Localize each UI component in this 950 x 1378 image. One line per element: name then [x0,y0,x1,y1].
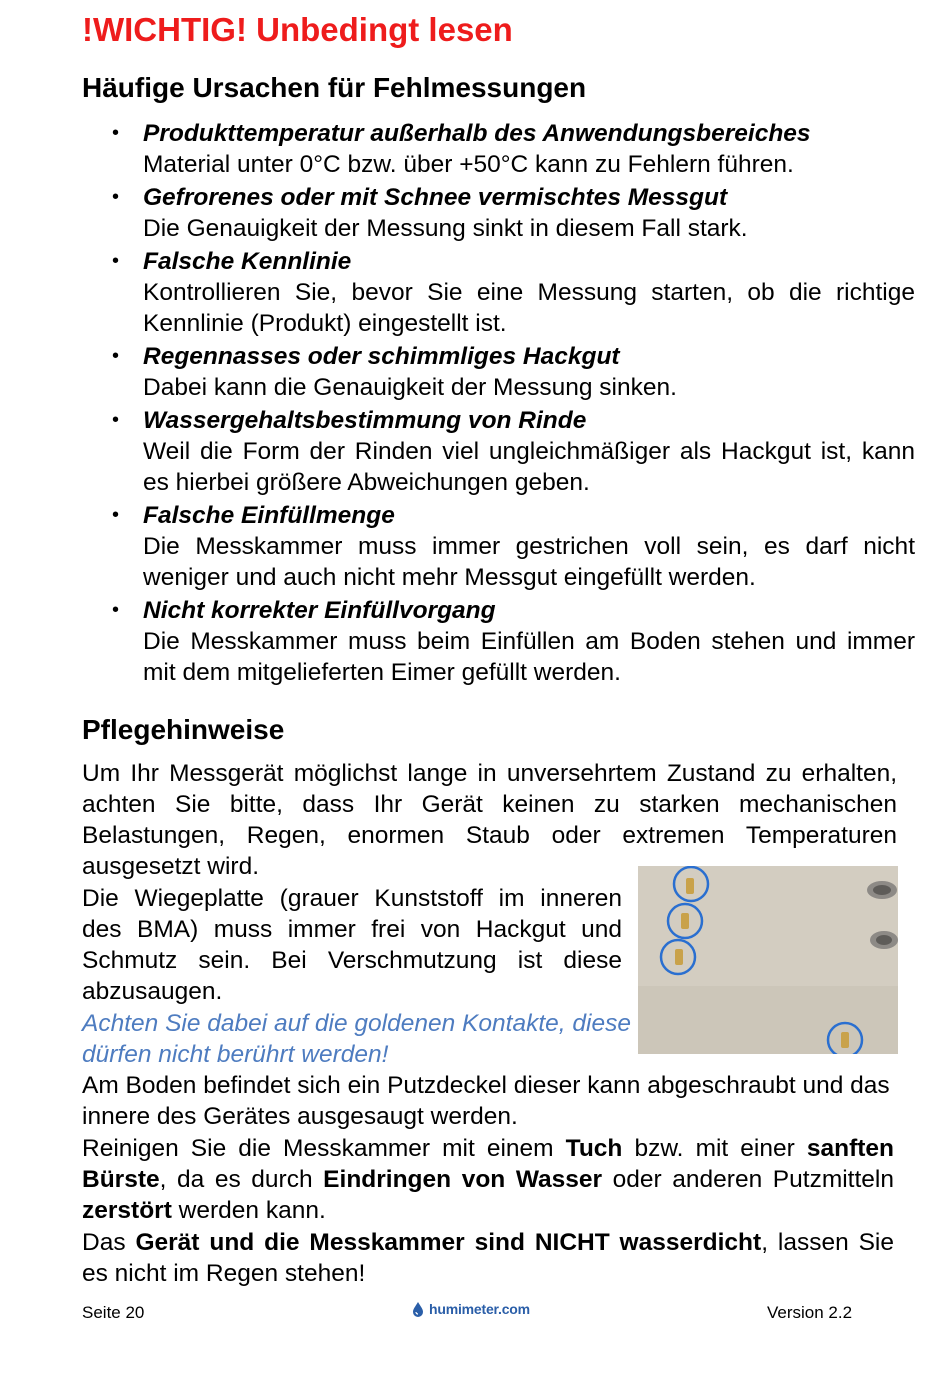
cause-title: Produkttemperatur außerhalb des Anwendungsbereiches [143,120,811,147]
bullet-icon: • [112,345,120,367]
emphasis-cloth: Tuch [565,1135,623,1162]
bullet-icon: • [112,250,120,272]
text-run: , lassen Sie es nicht im Regen stehen! [82,1229,894,1287]
brand-name: humimeter.com [429,1301,530,1317]
cause-title: Regennasses oder schimmliges Hackgut [143,343,620,370]
bullet-icon: • [112,122,120,144]
emphasis-not-waterproof: Gerät und die Messkammer sind NICHT wasserdicht [135,1229,762,1256]
droplet-icon [410,1301,426,1317]
list-item [110,500,920,593]
bullet-icon: • [112,599,120,621]
waterproof-warning-paragraph [82,1227,894,1289]
cause-title: Nicht korrekter Einfüllvorgang [143,597,496,624]
photo-illustration [638,866,898,1054]
cause-description: Dabei kann die Genauigkeit der Messung sinken. [143,374,677,401]
bullet-icon: • [112,186,120,208]
section-title-care: Pflegehinweise [82,714,285,745]
warning-title: !WICHTIG! Unbedingt lesen [82,11,513,48]
weighing-plate-photo [638,866,898,1054]
cause-title: Falsche Einfüllmenge [143,502,395,529]
screw-icon [870,931,898,949]
text-run: oder anderen Putzmitteln [602,1166,894,1193]
care-intro-paragraph: Um Ihr Messgerät möglichst lange in unversehrtem Zustand zu erhalten, achten Sie bitte, dass Ihr Gerät keinen zu starken mechanischen Belastungen, Regen, enormen Staub oder extremen Temperaturen ausgesetzt wird. [82,760,897,880]
cause-description: Kontrollieren Sie, bevor Sie eine Messung starten, ob die richtige Kennlinie (Produkt) eingestellt ist. [143,279,915,337]
cause-description: Die Genauigkeit der Messung sinkt in diesem Fall stark. [143,215,748,242]
cleaning-cover-paragraph: Am Boden befindet sich ein Putzdeckel dieser kann abgeschraubt und das innere des Gerätes ausgesaugt werden. [82,1072,890,1130]
gold-contacts-note: Achten Sie dabei auf die goldenen Kontakte, diese dürfen nicht berührt werden! [82,1010,631,1068]
page-number: Seite 20 [82,1303,145,1322]
error-causes-list [110,118,920,690]
text-run: Das [82,1229,136,1256]
text-run: Reinigen Sie die Messkammer mit einem [82,1135,566,1162]
emphasis-destroyed: zerstört [82,1197,172,1224]
cause-description: Die Messkammer muss beim Einfüllen am Boden stehen und immer mit dem mitgelieferten Eimer gefüllt werden. [143,628,915,686]
cause-description: Die Messkammer muss immer gestrichen voll sein, es darf nicht weniger und auch nicht mehr Messgut eingefüllt werden. [143,533,915,591]
list-item [110,118,920,180]
list-item [110,182,920,244]
list-item [110,405,920,498]
screw-icon [867,881,897,899]
bullet-icon: • [112,504,120,526]
humimeter-logo [410,1297,530,1321]
cause-description: Material unter 0°C bzw. über +50°C kann zu Fehlern führen. [143,151,794,178]
section-title-measurement-errors: Häufige Ursachen für Fehlmessungen [82,72,587,103]
list-item [110,341,920,403]
emphasis-water-ingress: Eindringen von Wasser [323,1166,603,1193]
weighing-plate-text: Die Wiegeplatte (grauer Kunststoff im inneren des BMA) muss immer frei von Hackgut und Schmutz sein. Bei Verschmutzung ist diese abzusaugen. [82,885,622,1005]
cause-title: Wassergehaltsbestimmung von Rinde [143,407,587,434]
text-run: bzw. mit einer [622,1135,807,1162]
cleaning-instructions-paragraph [82,1133,894,1226]
text-run: , da es durch [159,1166,324,1193]
cause-title: Gefrorenes oder mit Schnee vermischtes Messgut [143,184,728,211]
list-item [110,595,920,688]
list-item [110,246,920,339]
cause-title: Falsche Kennlinie [143,248,352,275]
bullet-icon: • [112,409,120,431]
version-label: Version 2.2 [767,1303,853,1322]
text-run: werden kann. [171,1197,326,1224]
weighing-plate-paragraph [82,883,622,1007]
cause-description: Weil die Form der Rinden viel ungleichmäßiger als Hackgut ist, kann es hierbei größere Abweichungen geben. [143,438,915,496]
emphasis-soft-brush: sanften Bürste [82,1135,894,1193]
